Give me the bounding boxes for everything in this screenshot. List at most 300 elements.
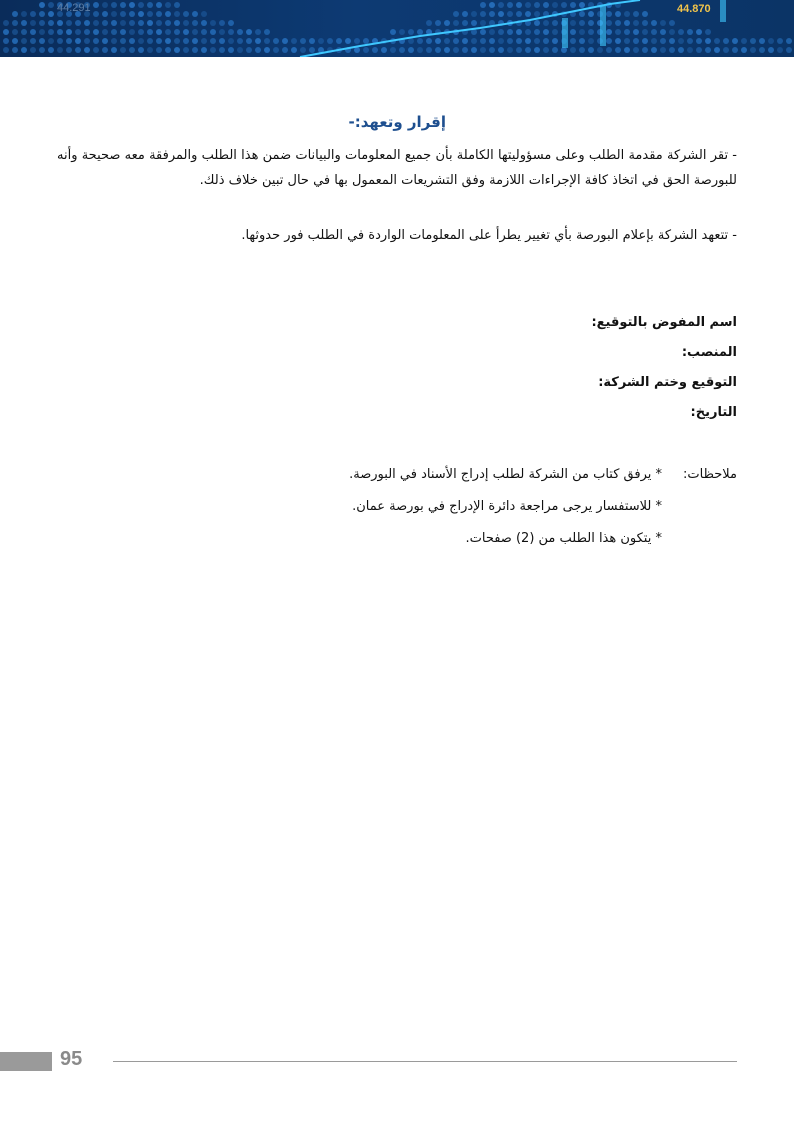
banner-dot (237, 29, 243, 35)
banner-dot (453, 47, 459, 53)
banner-dot (57, 29, 63, 35)
banner-dot (615, 11, 621, 17)
banner-dot (444, 38, 450, 44)
banner-dot (192, 38, 198, 44)
banner-dot (174, 11, 180, 17)
signature-stamp-label: التوقيع وختم الشركة: (598, 375, 737, 390)
banner-dot (102, 11, 108, 17)
banner-dot (714, 47, 720, 53)
banner-dot (309, 47, 315, 53)
banner-dot (183, 20, 189, 26)
banner-dot (363, 47, 369, 53)
date-label: التاريخ: (690, 405, 737, 420)
banner-dot (696, 38, 702, 44)
banner-dot (507, 11, 513, 17)
banner-dot (525, 11, 531, 17)
banner-dot (246, 38, 252, 44)
banner-dot (174, 38, 180, 44)
banner-dot (219, 29, 225, 35)
banner-dot (624, 20, 630, 26)
banner-dot (12, 47, 18, 53)
banner-dot (84, 20, 90, 26)
banner-dot (111, 11, 117, 17)
banner-dot (210, 47, 216, 53)
banner-dot (606, 38, 612, 44)
banner-dot (327, 38, 333, 44)
banner-dot (129, 29, 135, 35)
banner-dot (633, 20, 639, 26)
banner-dot (237, 38, 243, 44)
banner-dot (678, 38, 684, 44)
banner-dot (255, 47, 261, 53)
banner-dot (606, 20, 612, 26)
banner-dot (498, 29, 504, 35)
banner-dot (147, 20, 153, 26)
banner-dot (30, 20, 36, 26)
banner-dot (21, 29, 27, 35)
banner-dot (435, 20, 441, 26)
banner-dot (615, 38, 621, 44)
banner-dot (597, 47, 603, 53)
banner-dot (444, 20, 450, 26)
banner-dot (588, 20, 594, 26)
banner-dot (57, 20, 63, 26)
banner-dot (525, 47, 531, 53)
banner-dot (147, 29, 153, 35)
banner-dot (435, 38, 441, 44)
banner-dot (570, 38, 576, 44)
banner-dot (165, 11, 171, 17)
banner-dot (165, 29, 171, 35)
banner-dot (309, 38, 315, 44)
banner-dot (21, 47, 27, 53)
banner-dot (363, 38, 369, 44)
banner-dot (120, 29, 126, 35)
banner-dot (147, 38, 153, 44)
banner-dot (111, 20, 117, 26)
banner-dot (471, 38, 477, 44)
banner-dot (138, 2, 144, 8)
banner-dot (705, 29, 711, 35)
banner-dot (552, 47, 558, 53)
banner-dot (669, 29, 675, 35)
banner-dot (543, 29, 549, 35)
banner-dot (570, 29, 576, 35)
note-item: * للاستفسار يرجى مراجعة دائرة الإدراج في بورصة عمان. (352, 499, 662, 514)
banner-dot (552, 2, 558, 8)
banner-dot (12, 29, 18, 35)
banner-dot (147, 11, 153, 17)
banner-dot (138, 11, 144, 17)
banner-dot (345, 38, 351, 44)
banner-dot (111, 2, 117, 8)
banner-dot (201, 38, 207, 44)
banner-dot (624, 47, 630, 53)
banner-dot (48, 20, 54, 26)
banner-dot (579, 47, 585, 53)
banner-dot (480, 47, 486, 53)
banner-dot (165, 20, 171, 26)
banner-dot (489, 11, 495, 17)
authorized-name-label: اسم المفوض بالتوقيع: (591, 315, 737, 330)
banner-dot (39, 2, 45, 8)
banner-dot (336, 38, 342, 44)
banner-dot (588, 11, 594, 17)
banner-dot (453, 20, 459, 26)
banner-dot (3, 20, 9, 26)
banner-dot (480, 29, 486, 35)
banner-dot (39, 47, 45, 53)
banner-dot (93, 29, 99, 35)
banner-dot (291, 47, 297, 53)
banner-dot (408, 29, 414, 35)
banner-dot (516, 29, 522, 35)
banner-dot (687, 38, 693, 44)
banner-dot (453, 11, 459, 17)
banner-dot (579, 20, 585, 26)
banner-dot (678, 29, 684, 35)
banner-dot (219, 20, 225, 26)
banner-dot (759, 38, 765, 44)
banner-dot (228, 20, 234, 26)
banner-dot (93, 11, 99, 17)
banner-dot (183, 47, 189, 53)
banner-dot (264, 29, 270, 35)
banner-dot (48, 2, 54, 8)
banner-dot (534, 2, 540, 8)
banner-dot (651, 47, 657, 53)
banner-dot (102, 2, 108, 8)
banner-dot (84, 29, 90, 35)
banner-dot (174, 29, 180, 35)
banner-dot (12, 11, 18, 17)
banner-dot (93, 2, 99, 8)
banner-dot (399, 29, 405, 35)
banner-dot (48, 38, 54, 44)
banner-dot (732, 38, 738, 44)
banner-dot (579, 29, 585, 35)
banner-dot (273, 38, 279, 44)
banner-dot (57, 47, 63, 53)
banner-dot (120, 47, 126, 53)
footer-divider (113, 1061, 737, 1062)
banner-dot (111, 29, 117, 35)
banner-dot (516, 47, 522, 53)
banner-dot (615, 20, 621, 26)
banner-dot (660, 47, 666, 53)
banner-dot (651, 20, 657, 26)
banner-dot (264, 47, 270, 53)
banner-dot (552, 20, 558, 26)
banner-dot (543, 2, 549, 8)
banner-dot (498, 2, 504, 8)
banner-dot (633, 47, 639, 53)
banner-dot (93, 38, 99, 44)
banner-dot (138, 38, 144, 44)
banner-dot (588, 47, 594, 53)
banner-dot (462, 20, 468, 26)
banner-dot (156, 38, 162, 44)
banner-dot (129, 11, 135, 17)
banner-dot (462, 47, 468, 53)
banner-dot (300, 47, 306, 53)
banner-dot (291, 38, 297, 44)
banner-dot (183, 38, 189, 44)
banner-dot (120, 38, 126, 44)
banner-dot (750, 38, 756, 44)
banner-dot (543, 47, 549, 53)
banner-dot (714, 38, 720, 44)
banner-dot (669, 38, 675, 44)
banner-dot (606, 11, 612, 17)
banner-dot (471, 20, 477, 26)
banner-dot (3, 47, 9, 53)
banner-dot (669, 20, 675, 26)
banner-dot (84, 47, 90, 53)
banner-dot (111, 47, 117, 53)
banner-dot (228, 47, 234, 53)
banner-dot (669, 47, 675, 53)
banner-dot (129, 38, 135, 44)
banner-dot (165, 47, 171, 53)
banner-dot (705, 38, 711, 44)
banner-dot (399, 47, 405, 53)
banner-dot (534, 11, 540, 17)
ticker-value-right: 44.870 (677, 3, 711, 15)
banner-dot (228, 29, 234, 35)
banner-dot (75, 47, 81, 53)
position-label: المنصب: (681, 345, 737, 360)
declaration-paragraph-2: - تتعهد الشركة بإعلام البورصة بأي تغيير يطرأ على المعلومات الواردة في الطلب فور حدوثها. (241, 228, 737, 243)
banner-dot (57, 38, 63, 44)
banner-dot (579, 38, 585, 44)
banner-dot (129, 20, 135, 26)
banner-dot (507, 38, 513, 44)
banner-dot (102, 47, 108, 53)
banner-dot (543, 20, 549, 26)
banner-dot (237, 47, 243, 53)
banner-dot (147, 47, 153, 53)
banner-dot (201, 29, 207, 35)
banner-dot (192, 47, 198, 53)
banner-dot (39, 20, 45, 26)
banner-dot (264, 38, 270, 44)
banner-dot (174, 20, 180, 26)
banner-dot (165, 2, 171, 8)
banner-dot (30, 47, 36, 53)
banner-dot (498, 47, 504, 53)
banner-dot (255, 38, 261, 44)
banner-bar (720, 0, 726, 22)
banner-dot (606, 29, 612, 35)
banner-dot (201, 11, 207, 17)
banner-dot (453, 38, 459, 44)
banner-dot (48, 29, 54, 35)
banner-dot (525, 2, 531, 8)
banner-dot (219, 38, 225, 44)
banner-dot (75, 38, 81, 44)
banner-dot (579, 11, 585, 17)
banner-dot (435, 47, 441, 53)
banner-dot (489, 2, 495, 8)
banner-dot (192, 29, 198, 35)
banner-dot (66, 29, 72, 35)
banner-dot (21, 20, 27, 26)
banner-dot (102, 38, 108, 44)
banner-dot (570, 20, 576, 26)
banner-dot (156, 11, 162, 17)
banner-dot (84, 38, 90, 44)
banner-dot (642, 11, 648, 17)
banner-dot (156, 29, 162, 35)
banner-dot (615, 29, 621, 35)
banner-dot (390, 29, 396, 35)
banner-dot (66, 38, 72, 44)
banner-dot (507, 47, 513, 53)
banner-dot (30, 38, 36, 44)
banner-dot (120, 2, 126, 8)
banner-dot (696, 29, 702, 35)
banner-dot (48, 47, 54, 53)
banner-dot (498, 11, 504, 17)
banner-dot (579, 2, 585, 8)
banner-dot (633, 11, 639, 17)
banner-dot (372, 47, 378, 53)
banner-dot (507, 29, 513, 35)
banner-dot (480, 11, 486, 17)
banner-dot (12, 20, 18, 26)
banner-dot (381, 47, 387, 53)
banner-dot (552, 38, 558, 44)
banner-dot (624, 38, 630, 44)
banner-dot (246, 29, 252, 35)
banner-dot (93, 47, 99, 53)
banner-dot (30, 29, 36, 35)
banner-dot (534, 47, 540, 53)
banner-dot (606, 47, 612, 53)
banner-dot (687, 47, 693, 53)
banner-dot (39, 11, 45, 17)
banner-dot (687, 29, 693, 35)
declaration-paragraph-1: - تقر الشركة مقدمة الطلب وعلى مسؤوليتها الكاملة بأن جميع المعلومات والبيانات ضمن هذا الطلب والمرفقة معه صحيحة وأنه للبورصة الحق في اتخاذ كافة الإجراءات اللازمة وفق التشريعات المعمول بها في حال تبين خلاف ذلك. (57, 148, 737, 188)
banner-dot (66, 47, 72, 53)
banner-dot (489, 38, 495, 44)
banner-dot (210, 38, 216, 44)
banner-bar (562, 18, 568, 48)
banner-dot (138, 20, 144, 26)
banner-dot (138, 47, 144, 53)
banner-dot (66, 20, 72, 26)
banner-dot (282, 38, 288, 44)
banner-dot (705, 47, 711, 53)
ticker-value-left: 44.291 (57, 2, 91, 14)
banner-dot (39, 38, 45, 44)
banner-dot (660, 29, 666, 35)
banner-dot (93, 20, 99, 26)
banner-dot (12, 38, 18, 44)
banner-dot (633, 29, 639, 35)
header-banner (0, 0, 794, 57)
banner-dot (3, 38, 9, 44)
banner-dot (786, 38, 792, 44)
banner-dot (543, 38, 549, 44)
banner-bar (600, 6, 606, 46)
banner-dot (624, 11, 630, 17)
banner-dot (219, 47, 225, 53)
banner-dot (651, 38, 657, 44)
banner-dot (246, 47, 252, 53)
banner-dot (552, 29, 558, 35)
banner-dot (255, 29, 261, 35)
banner-dot (210, 29, 216, 35)
banner-dot (633, 38, 639, 44)
banner-dot (642, 29, 648, 35)
notes-label: ملاحظات: (683, 467, 737, 482)
banner-dot (642, 20, 648, 26)
banner-dot (48, 11, 54, 17)
footer-bar (0, 1052, 52, 1071)
banner-dot (201, 20, 207, 26)
banner-dot (426, 20, 432, 26)
banner-dot (174, 2, 180, 8)
banner-dot (723, 47, 729, 53)
banner-dot (741, 47, 747, 53)
banner-dot (354, 38, 360, 44)
banner-dot (480, 38, 486, 44)
banner-dot (426, 38, 432, 44)
note-item: * يرفق كتاب من الشركة لطلب إدراج الأسناد في البورصة. (349, 467, 662, 482)
banner-dot (138, 29, 144, 35)
banner-dot (273, 47, 279, 53)
banner-dot (588, 38, 594, 44)
banner-dot (651, 29, 657, 35)
banner-dot (408, 47, 414, 53)
banner-dot (129, 2, 135, 8)
banner-dot (174, 47, 180, 53)
banner-dot (624, 29, 630, 35)
banner-dot (192, 11, 198, 17)
banner-dot (417, 47, 423, 53)
banner-dot (642, 47, 648, 53)
banner-dot (183, 29, 189, 35)
banner-dot (516, 38, 522, 44)
banner-dot (102, 29, 108, 35)
banner-dot (471, 47, 477, 53)
banner-dot (777, 38, 783, 44)
banner-dot (534, 20, 540, 26)
banner-dot (201, 47, 207, 53)
banner-dot (210, 20, 216, 26)
banner-dot (570, 2, 576, 8)
banner-dot (471, 11, 477, 17)
banner-dot (3, 29, 9, 35)
banner-dot (768, 38, 774, 44)
banner-dot (102, 20, 108, 26)
banner-dot (615, 47, 621, 53)
note-item: * يتكون هذا الطلب من (2) صفحات. (465, 531, 662, 546)
banner-dot (777, 47, 783, 53)
banner-dot (417, 29, 423, 35)
banner-dot (30, 11, 36, 17)
banner-dot (111, 38, 117, 44)
declaration-title: إقرار وتعهد:- (348, 113, 446, 131)
banner-dot (534, 29, 540, 35)
banner-dot (480, 20, 486, 26)
banner-dot (192, 20, 198, 26)
banner-dot (741, 38, 747, 44)
banner-dot (588, 29, 594, 35)
banner-dot (732, 47, 738, 53)
